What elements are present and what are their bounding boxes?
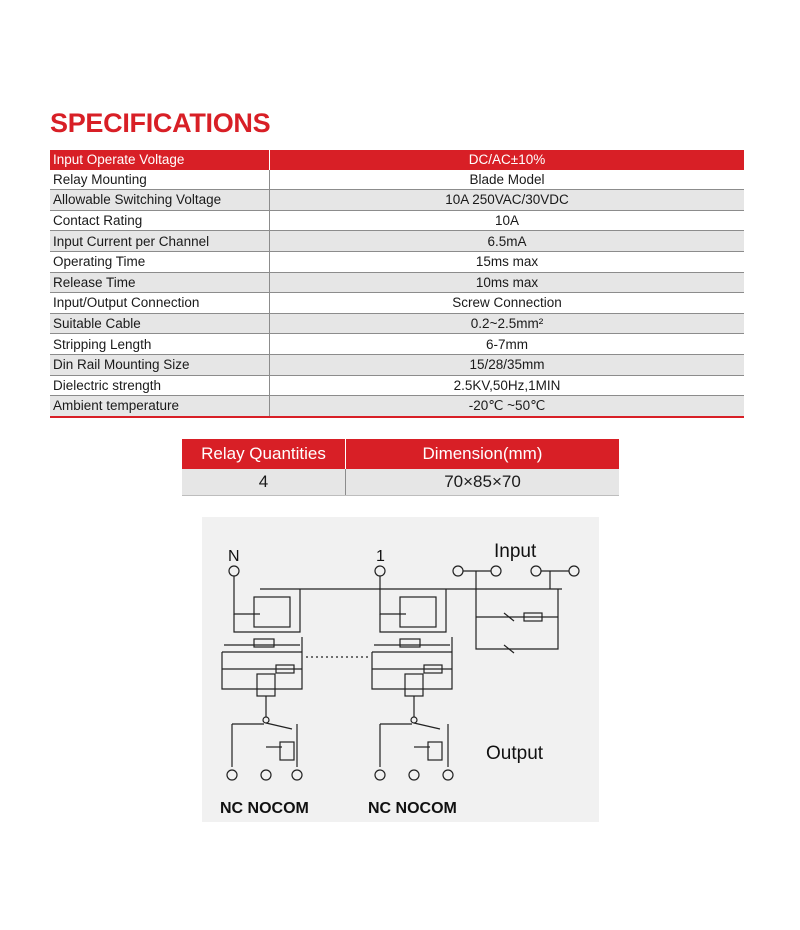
input-label: Input	[494, 541, 537, 562]
relay-coil	[405, 674, 423, 696]
spec-value: 10A	[270, 210, 745, 231]
contact-label: NC NOCOM	[368, 800, 457, 817]
spec-label: Input/Output Connection	[50, 293, 270, 314]
spec-value: 0.2~2.5mm²	[270, 313, 745, 334]
dimension-value: 70×85×70	[346, 469, 620, 496]
output-label: Output	[486, 743, 544, 764]
terminal-n	[229, 566, 239, 576]
spec-row	[50, 210, 744, 231]
spec-row	[50, 313, 744, 334]
channel-label-n: N	[228, 548, 240, 565]
dimension-header-row	[182, 439, 619, 469]
spec-label: Ambient temperature	[50, 396, 270, 417]
spec-label: Dielectric strength	[50, 375, 270, 396]
contact-label: NC NOCOM	[220, 800, 309, 817]
spec-value: 6.5mA	[270, 231, 745, 252]
spec-table	[50, 150, 744, 418]
spec-label: Input Current per Channel	[50, 231, 270, 252]
spec-header-row	[50, 150, 744, 170]
spec-row	[50, 272, 744, 293]
spec-row	[50, 354, 744, 375]
spec-label: Suitable Cable	[50, 313, 270, 334]
spec-value: 6-7mm	[270, 334, 745, 355]
spec-row	[50, 396, 744, 417]
spec-label: Stripping Length	[50, 334, 270, 355]
spec-label: Operating Time	[50, 251, 270, 272]
spec-row	[50, 251, 744, 272]
relay-quantities-header: Relay Quantities	[182, 439, 346, 469]
spec-header-value: DC/AC±10%	[270, 150, 745, 170]
spec-label: Relay Mounting	[50, 170, 270, 190]
spec-label: Contact Rating	[50, 210, 270, 231]
spec-value: 10ms max	[270, 272, 745, 293]
relay-coil	[257, 674, 275, 696]
spec-row	[50, 375, 744, 396]
spec-value: 2.5KV,50Hz,1MIN	[270, 375, 745, 396]
terminal-1	[375, 566, 385, 576]
spec-row	[50, 334, 744, 355]
input-terminal	[491, 566, 501, 576]
spec-value: Screw Connection	[270, 293, 745, 314]
wiring-diagram	[202, 517, 599, 822]
bridge-rectifier	[400, 597, 436, 627]
spec-value: 15ms max	[270, 251, 745, 272]
dimension-table	[182, 439, 619, 496]
spec-value: -20℃ ~50℃	[270, 396, 745, 417]
wiring-diagram-svg	[202, 517, 599, 822]
spec-header-label: Input Operate Voltage	[50, 150, 270, 170]
spec-label: Din Rail Mounting Size	[50, 354, 270, 375]
bridge-rectifier	[254, 597, 290, 627]
spec-value: 15/28/35mm	[270, 354, 745, 375]
spec-label: Release Time	[50, 272, 270, 293]
input-terminal	[453, 566, 463, 576]
section-title: SPECIFICATIONS	[50, 108, 271, 138]
relay-quantities-value: 4	[182, 469, 346, 496]
spec-row	[50, 231, 744, 252]
input-terminal	[569, 566, 579, 576]
spec-row	[50, 293, 744, 314]
input-terminal	[531, 566, 541, 576]
dimension-header: Dimension(mm)	[346, 439, 620, 469]
channel-label-1: 1	[376, 548, 385, 565]
spec-label: Allowable Switching Voltage	[50, 190, 270, 211]
dimension-row	[182, 469, 619, 496]
spec-value: 10A 250VAC/30VDC	[270, 190, 745, 211]
spec-value: Blade Model	[270, 170, 745, 190]
spec-row	[50, 190, 744, 211]
spec-row	[50, 170, 744, 190]
